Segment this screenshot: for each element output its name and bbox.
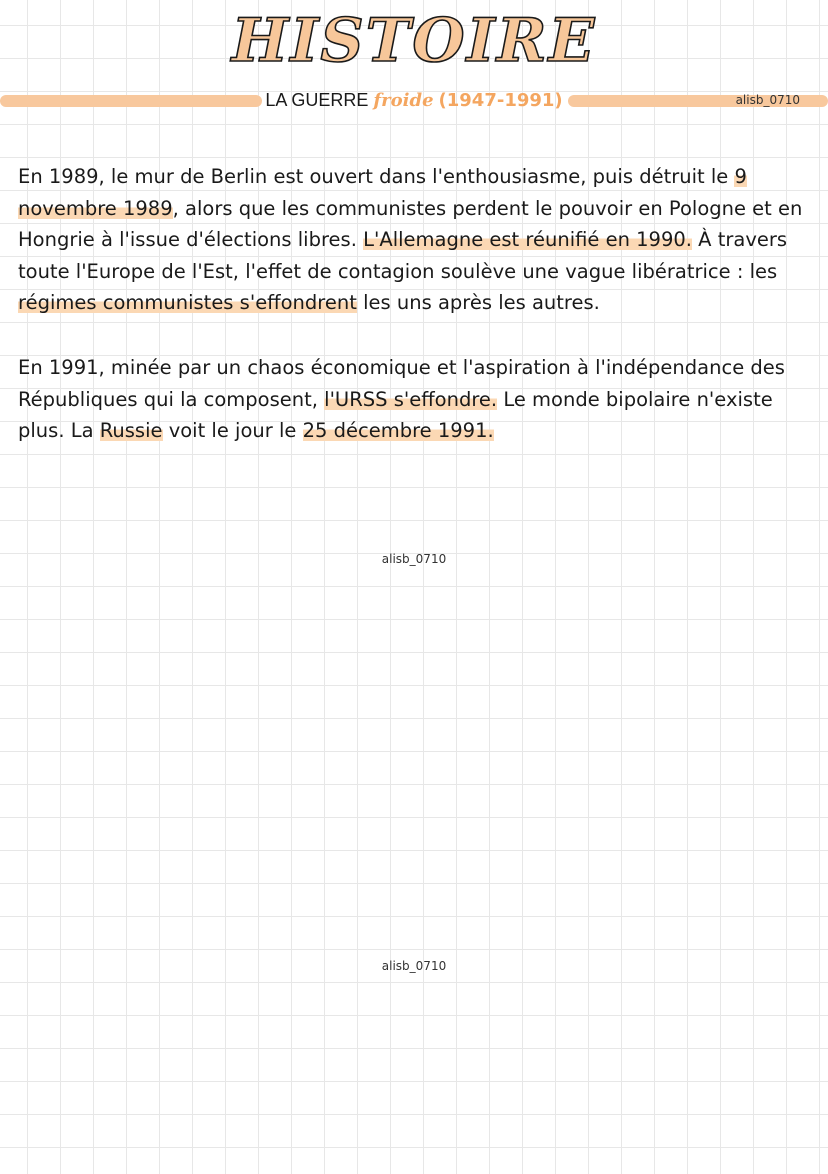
paragraph-1	[18, 161, 818, 319]
page-title: HISTOIRE	[231, 6, 597, 76]
paragraph-1-text: À travers toute l'Europe de l'Est, l'effet de contagion soulève une vague libératrice : les	[18, 228, 788, 283]
highlight-urss: l'URSS s'effondre.	[324, 387, 498, 411]
subtitle-prefix: LA GUERRE	[265, 90, 369, 110]
paragraph-1-text: En 1989, le mur de Berlin est ouvert dans l'enthousiasme, puis détruit le	[18, 165, 735, 188]
paragraph-2	[18, 352, 818, 447]
subtitle-accent: froide	[373, 90, 434, 111]
subtitle-dates: (1947-1991)	[438, 90, 563, 111]
highlight-date-berlin: 9 novembre 1989	[18, 165, 747, 220]
highlight-date-russie: 25 décembre 1991.	[302, 419, 494, 443]
watermark-top: alisb_0710	[735, 93, 800, 107]
highlight-reunification: L'Allemagne est réunifié en 1990.	[363, 228, 692, 252]
highlight-regimes: régimes communistes s'effondrent	[18, 291, 357, 315]
watermark-middle: alisb_0710	[381, 552, 447, 566]
highlight-russie: Russie	[99, 419, 163, 443]
paragraph-2-text: Le monde bipolaire n'existe plus. La	[18, 387, 773, 443]
subtitle	[0, 86, 828, 115]
paragraph-1-text: , alors que les communistes perdent le pouvoir en Pologne et en Hongrie à l'issue d'élections libres.	[18, 196, 803, 252]
paragraph-1-text: les uns après les autres.	[356, 291, 600, 315]
paragraph-2-text: voit le jour le	[162, 419, 303, 443]
paragraph-2-text: En 1991, minée par un chaos économique et l'aspiration à l'indépendance des Républiques qui la composent,	[18, 356, 785, 411]
watermark-bottom: alisb_0710	[381, 959, 447, 973]
